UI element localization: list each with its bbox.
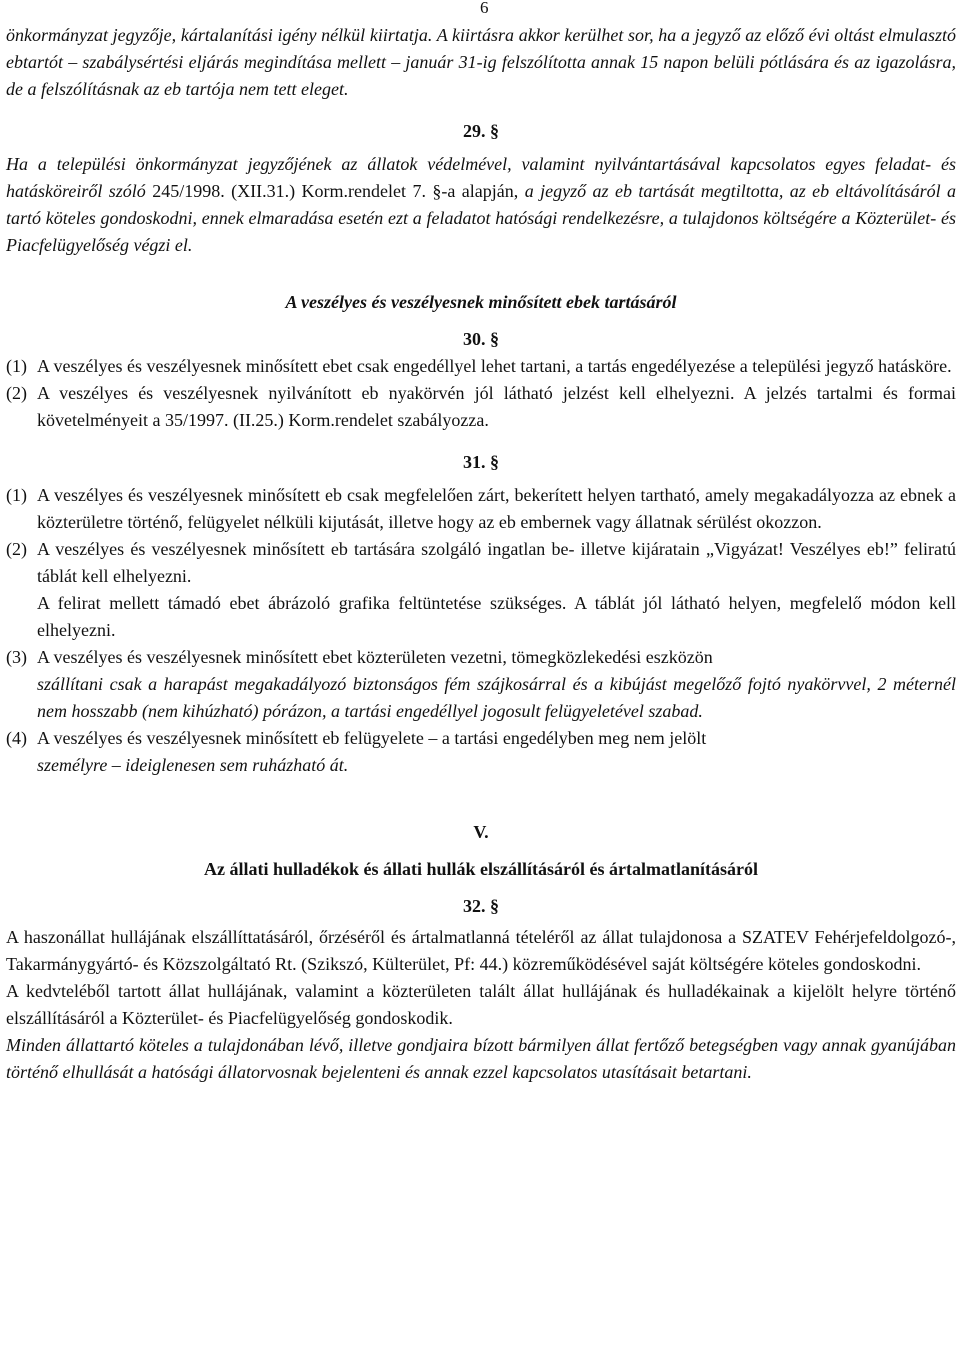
section-32-paragraph-1: A haszonállat hullájának elszállíttatásáról, őrzéséről és ártalmatlanná tételéről az állat tulajdonosa a SZATEV Fehérjefeldolgozó-, Takarmánygyártó- és Közszolgáltató Rt. (Szikszó, Külterület, Pf: 44.) közreműködésével saját költségére köteles gondoskodni. — [6, 927, 956, 974]
section-31-heading: 31. § — [463, 452, 499, 472]
item-number: (3) — [6, 647, 27, 667]
section-31-item-3-italic: szállítani csak a harapást megakadályozó biztonságos fém szájkosárral és a kibújást megelőző fojtó nyakörvvel, 2 méternél nem hosszabb (nem kihúzható) pórázon, a tartási engedéllyel jogosult felügyeletével szabad. — [37, 674, 956, 721]
section-30-item-2 — [6, 380, 956, 434]
section-32-heading: 32. § — [463, 896, 499, 916]
heading-dangerous-dogs: A veszélyes és veszélyesnek minősített ebek tartásáról — [285, 292, 677, 312]
item-text: A veszélyes és veszélyesnek minősített eb tartására szolgáló ingatlan be- illetve kijáratain „Vigyázat! Veszélyes eb!” feliratú táblát kell elhelyezni. — [37, 539, 956, 586]
section-30-heading: 30. § — [463, 329, 499, 349]
page-number: 6 — [480, 0, 489, 17]
item-text: A veszélyes és veszélyesnek minősített eb csak megfelelően zárt, bekerített helyen tartható, amely megakadályozza az ebnek a közterületre történő, felügyelet nélküli kijutását, illetve hogy az eb embernek vagy állatnak sérülést okozzon. — [37, 485, 956, 532]
item-text: A veszélyes és veszélyesnek nyilvánított eb nyakörvén jól látható jelzést kell elhelyezni. A jelzés tartalmi és formai követelményeit a 35/1997. (II.25.) Korm.rendelet szabályozza. — [37, 383, 956, 430]
section-29-normal: 245/1998. (XII.31.) Korm.rendelet 7. §-a alapján, — [152, 181, 519, 201]
section-32-paragraph-2: A kedvteléből tartott állat hullájának, valamint a közterületen talált állat hullájának és hulladékainak a kijelölt helyre történő elszállításáról a Közterület- és Piacfelügyelőség gondoskodik. — [6, 981, 956, 1028]
section-31-item-2 — [6, 536, 956, 590]
document-page — [6, 0, 956, 1086]
section-31-item-4-italic: személyre – ideiglenesen sem ruházható át. — [37, 755, 349, 775]
item-number: (2) — [6, 539, 27, 559]
chapter-number: V. — [473, 822, 489, 842]
top-paragraph: önkormányzat jegyzője, kártalanítási igény nélkül kiirtatja. A kiirtásra akkor kerülhet sor, ha a jegyző az előző évi oltást elmulasztó ebtartót – szabálysértési eljárás megindítása mellett – január 31-ig felszólította annak 15 napon belüli pótlására és az igazolásra, de a felszólításnak az eb tartója nem tett eleget. — [6, 25, 956, 99]
section-31-item-3 — [6, 644, 956, 671]
section-32-paragraph-3: Minden állattartó köteles a tulajdonában lévő, illetve gondjaira bízott bármilyen állat fertőző betegségben vagy annak gyanújában történő elhullását a hatósági állatorvosnak bejelenteni és annak ezzel kapcsolatos utasításait betartani. — [6, 1035, 956, 1082]
item-number: (1) — [6, 485, 27, 505]
section-29-heading: 29. § — [463, 121, 499, 141]
item-number: (4) — [6, 728, 27, 748]
section-31-item-1 — [6, 482, 956, 536]
section-31-item-4 — [6, 725, 956, 752]
section-29-italic-2: a jegyző az eb tartását megtiltotta, az eb eltávolításáról a tartó köteles gondoskodni, ennek elmaradása esetén ezt a feladatot hatósági rendelkezésre, a tulajdonos költségére a Közterület- és Piacfelügyelőség végzi el. — [6, 181, 957, 255]
item-number: (2) — [6, 383, 27, 403]
section-29-italic: Ha a települési önkormányzat jegyzőjének az állatok védelmével, valamint nyilvántartásával kapcsolatos egyes feladat- és hatásköreiről szóló — [6, 154, 956, 201]
item-number: (1) — [6, 356, 27, 376]
heading-carcass-disposal: Az állati hulladékok és állati hullák elszállításáról és ártalmatlanításáról — [203, 859, 758, 879]
section-31-item-2-continuation: A felirat mellett támadó ebet ábrázoló grafika feltüntetése szükséges. A táblát jól látható helyen, megfelelő módon kell elhelyezni. — [37, 593, 956, 640]
section-30-item-1 — [6, 353, 956, 380]
item-text: A veszélyes és veszélyesnek minősített eb felügyelete – a tartási engedélyben meg nem jelölt — [37, 728, 707, 748]
item-text: A veszélyes és veszélyesnek minősített ebet közterületen vezetni, tömegközlekedési eszközön — [37, 647, 713, 667]
item-text: A veszélyes és veszélyesnek minősített ebet csak engedéllyel lehet tartani, a tartás engedélyezése a települési jegyző hatásköre. — [37, 356, 952, 376]
section-29-text — [6, 151, 956, 259]
